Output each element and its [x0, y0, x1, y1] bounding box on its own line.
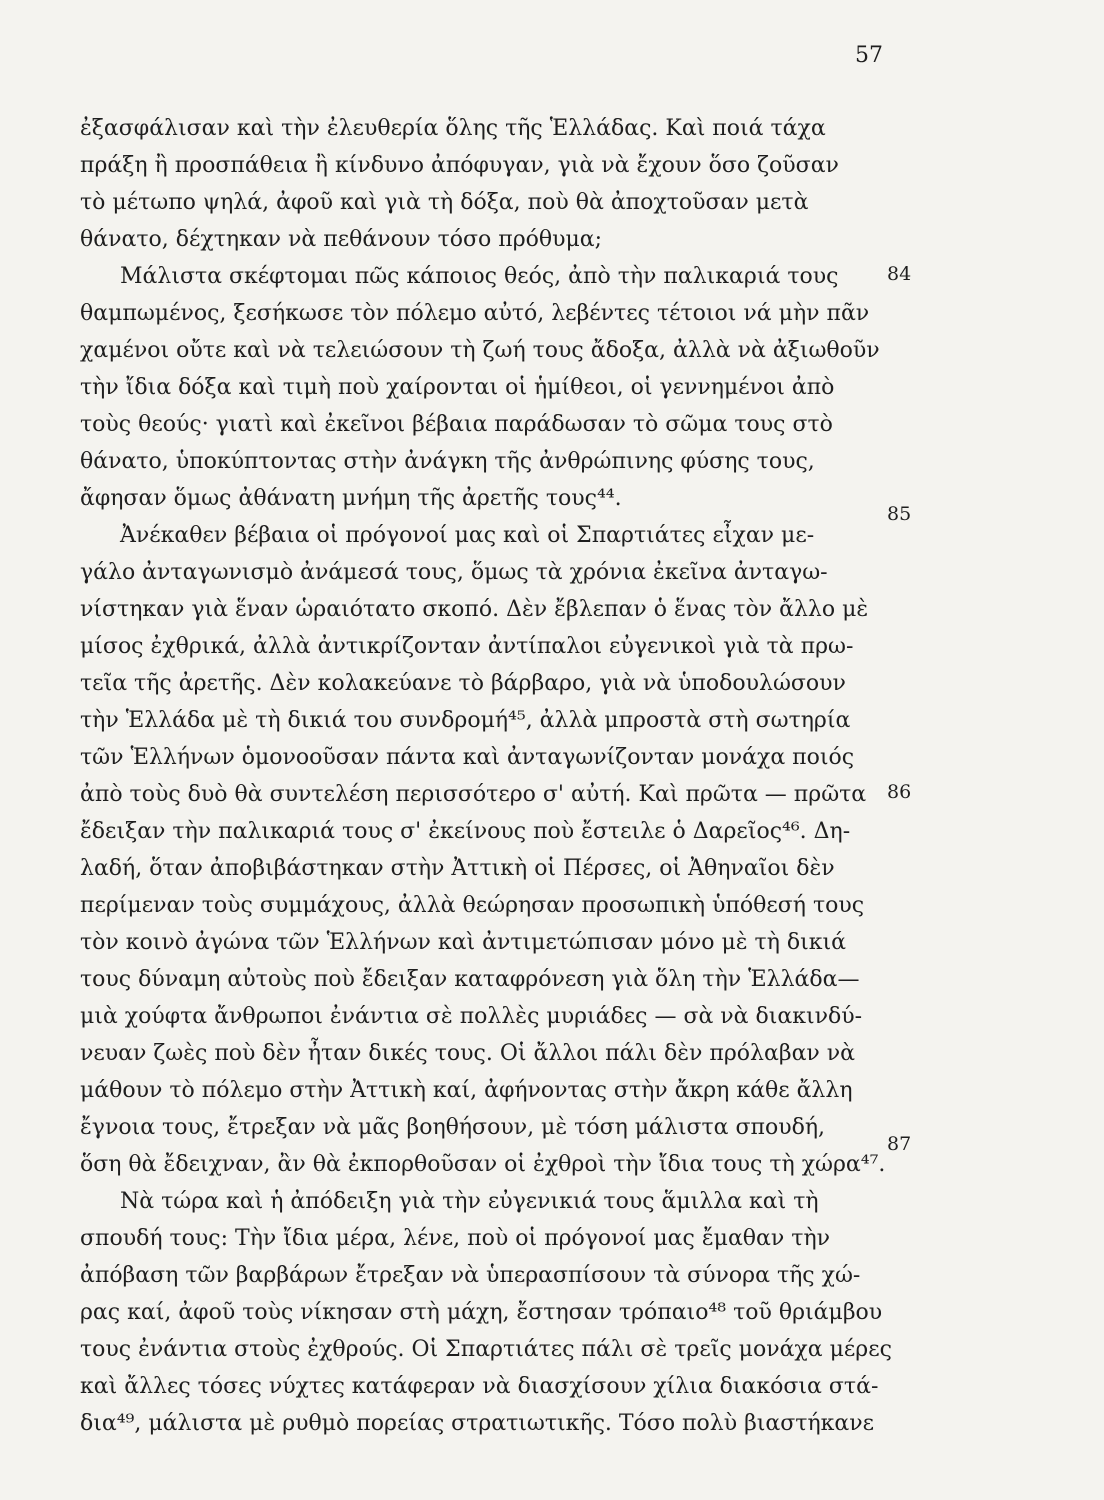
text-line: ἀπόβαση τῶν βαρβάρων ἔτρεξαν νὰ ὑπερασπίσουν τὰ σύνορα τῆς χώ-: [80, 1263, 861, 1288]
text-line: τὸ μέτωπο ψηλά, ἀφοῦ καὶ γιὰ τὴ δόξα, ποὺ θὰ ἀποχτοῦσαν μετὰ: [80, 190, 809, 215]
text-line: τῶν Ἑλλήνων ὁμονοοῦσαν πάντα καὶ ἀνταγωνίζονταν μονάχα ποιός: [80, 745, 855, 770]
text-line: Μάλιστα σκέφτομαι πῶς κάποιος θεός, ἀπὸ τὴν παλικαριά τους: [120, 264, 839, 289]
text-line: σπουδή τους: Τὴν ἴδια μέρα, λένε, ποὺ οἱ πρόγονοί μας ἔμαθαν τὴν: [80, 1226, 830, 1251]
margin-section-number: 84: [887, 263, 912, 285]
text-line: τεῖα τῆς ἀρετῆς. Δὲν κολακεύανε τὸ βάρβαρο, γιὰ νὰ ὑποδουλώσουν: [80, 671, 846, 696]
page-number: 57: [855, 43, 883, 68]
text-line: πράξη ἢ προσπάθεια ἢ κίνδυνο ἀπόφυγαν, γιὰ νὰ ἔχουν ὅσο ζοῦσαν: [80, 153, 839, 178]
body-text: [80, 110, 892, 1442]
text-line: ἀπὸ τοὺς δυὸ θὰ συντελέση περισσότερο σ' αὐτή. Καὶ πρῶτα — πρῶτα: [80, 782, 867, 807]
text-line: τὴν ἴδια δόξα καὶ τιμὴ ποὺ χαίρονται οἱ ἡμίθεοι, οἱ γεννημένοι ἀπὸ: [80, 375, 835, 400]
margin-section-number: 87: [887, 1133, 912, 1155]
text-line: ἔδειξαν τὴν παλικαριά τους σ' ἐκείνους ποὺ ἔστειλε ὁ Δαρεῖος⁴⁶. Δη-: [80, 819, 851, 844]
text-line: ἄφησαν ὅμως ἀθάνατη μνήμη τῆς ἀρετῆς τους⁴⁴.: [80, 486, 622, 511]
text-line: Νὰ τώρα καὶ ἡ ἀπόδειξη γιὰ τὴν εὐγενικιά τους ἅμιλλα καὶ τὴ: [120, 1189, 819, 1214]
text-line: χαμένοι οὔτε καὶ νὰ τελειώσουν τὴ ζωή τους ἄδοξα, ἀλλὰ νὰ ἀξιωθοῦν: [80, 338, 880, 363]
text-line: τὸν κοινὸ ἀγώνα τῶν Ἑλλήνων καὶ ἀντιμετώπισαν μόνο μὲ τὴ δικιά: [80, 930, 847, 955]
text-line: καὶ ἄλλες τόσες νύχτες κατάφεραν νὰ διασχίσουν χίλια διακόσια στά-: [80, 1374, 879, 1399]
text-line: Ἀνέκαθεν βέβαια οἱ πρόγονοί μας καὶ οἱ Σπαρτιάτες εἶχαν με-: [120, 523, 815, 548]
text-line: τους δύναμη αὐτοὺς ποὺ ἔδειξαν καταφρόνεση γιὰ ὅλη τὴν Ἑλλάδα—: [80, 967, 860, 992]
text-line: τους ἐνάντια στοὺς ἐχθρούς. Οἱ Σπαρτιάτες πάλι σὲ τρεῖς μονάχα μέρες: [80, 1337, 892, 1362]
text-line: τοὺς θεούς· γιατὶ καὶ ἐκεῖνοι βέβαια παράδωσαν τὸ σῶμα τους στὸ: [80, 412, 833, 437]
text-line: θάνατο, δέχτηκαν νὰ πεθάνουν τόσο πρόθυμα;: [80, 227, 603, 252]
margin-section-number: 86: [887, 781, 912, 803]
text-line: μάθουν τὸ πόλεμο στὴν Ἀττικὴ καί, ἀφήνοντας στὴν ἄκρη κάθε ἄλλη: [80, 1078, 853, 1103]
text-line: τὴν Ἑλλάδα μὲ τὴ δικιά του συνδρομή⁴⁵, ἀλλὰ μπροστὰ στὴ σωτηρία: [80, 708, 851, 733]
text-line: νευαν ζωὲς ποὺ δὲν ἦταν δικές τους. Οἱ ἄλλοι πάλι δὲν πρόλαβαν νὰ: [80, 1041, 856, 1066]
margin-section-number: 85: [887, 503, 912, 525]
text-line: ἔγνοια τους, ἔτρεξαν νὰ μᾶς βοηθήσουν, μὲ τόση μάλιστα σπουδή,: [80, 1115, 826, 1140]
text-line: γάλο ἀνταγωνισμὸ ἀνάμεσά τους, ὅμως τὰ χρόνια ἐκεῖνα ἀνταγω-: [80, 560, 828, 585]
text-line: μιὰ χούφτα ἄνθρωποι ἐνάντια σὲ πολλὲς μυριάδες — σὰ νὰ διακινδύ-: [80, 1004, 863, 1029]
text-line: ὅση θὰ ἔδειχναν, ἂν θὰ ἐκπορθοῦσαν οἱ ἐχθροὶ τὴν ἴδια τους τὴ χώρα⁴⁷.: [80, 1152, 886, 1177]
text-line: δια⁴⁹, μάλιστα μὲ ρυθμὸ πορείας στρατιωτικῆς. Τόσο πολὺ βιαστήκανε: [80, 1411, 875, 1436]
text-line: νίστηκαν γιὰ ἕναν ὡραιότατο σκοπό. Δὲν ἔβλεπαν ὁ ἕνας τὸν ἄλλο μὲ: [80, 597, 869, 622]
text-line: ἐξασφάλισαν καὶ τὴν ἐλευθερία ὅλης τῆς Ἑλλάδας. Καὶ ποιά τάχα: [80, 116, 826, 141]
text-line: θάνατο, ὑποκύπτοντας στὴν ἀνάγκη τῆς ἀνθρώπινης φύσης τους,: [80, 449, 815, 474]
text-line: περίμεναν τοὺς συμμάχους, ἀλλὰ θεώρησαν προσωπικὴ ὑπόθεσή τους: [80, 893, 865, 918]
text-line: ρας καί, ἀφοῦ τοὺς νίκησαν στὴ μάχη, ἔστησαν τρόπαιο⁴⁸ τοῦ θριάμβου: [80, 1300, 883, 1325]
text-line: μίσος ἐχθρικά, ἀλλὰ ἀντικρίζονταν ἀντίπαλοι εὐγενικοὶ γιὰ τὰ πρω-: [80, 634, 854, 659]
text-line: λαδή, ὅταν ἀποβιβάστηκαν στὴν Ἀττικὴ οἱ Πέρσες, οἱ Ἀθηναῖοι δὲν: [80, 856, 835, 881]
text-line: θαμπωμένος, ξεσήκωσε τὸν πόλεμο αὐτό, λεβέντες τέτοιοι νά μὴν πᾶν: [80, 301, 870, 326]
